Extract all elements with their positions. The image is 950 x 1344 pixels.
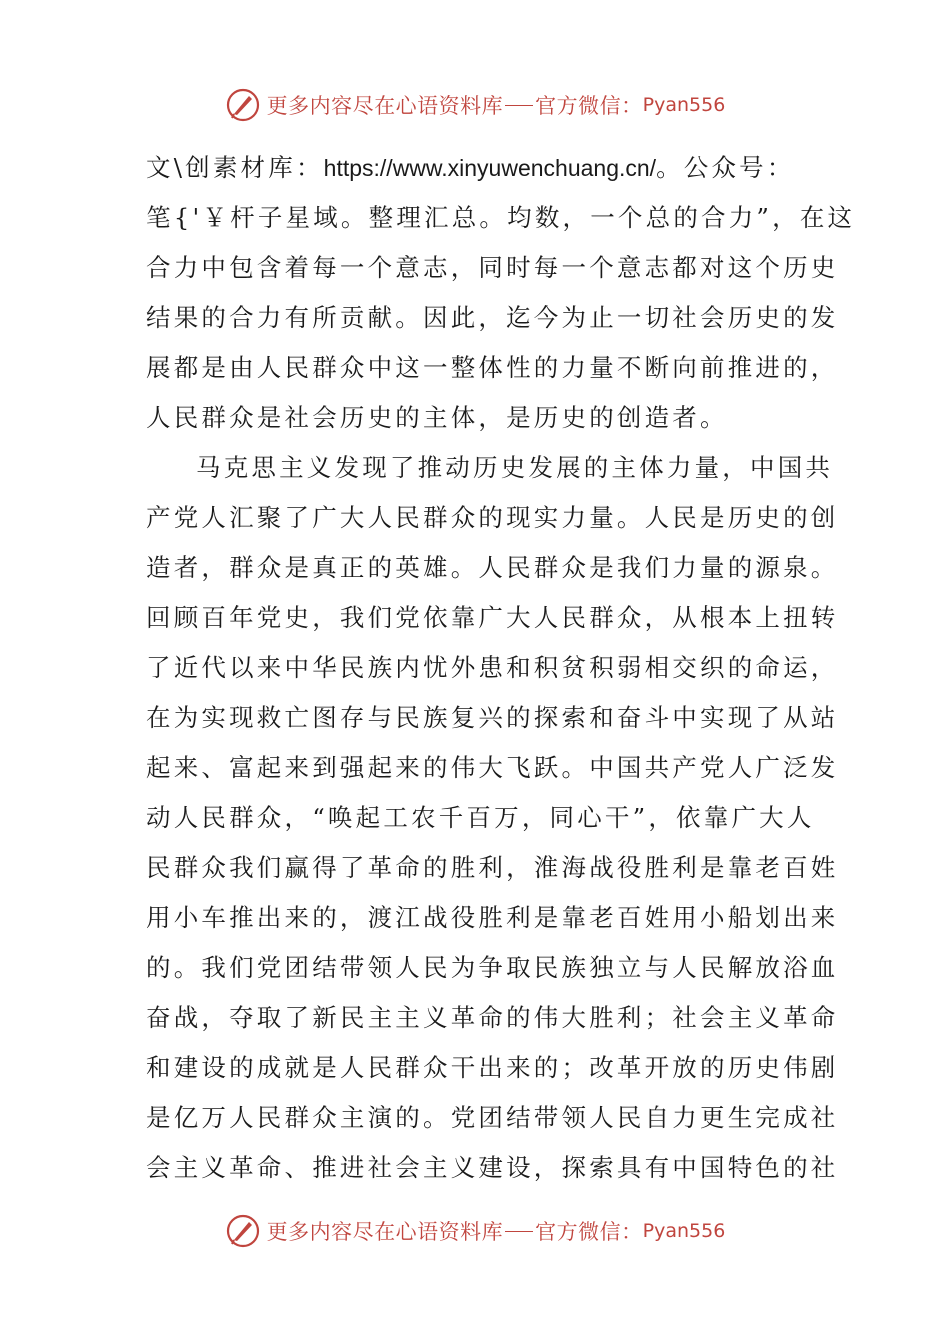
text-line: 的。我们党团结带领人民为争取民族独立与人民解放浴血	[146, 953, 839, 982]
document-body	[146, 143, 856, 1193]
text-line: 民群众我们赢得了革命的胜利，淮海战役胜利是靠老百姓	[146, 853, 839, 882]
text-line: 产党人汇聚了广大人民群众的现实力量。人民是历史的创	[146, 503, 839, 532]
text-line: 回顾百年党史，我们党依靠广大人民群众，从根本上扭转	[146, 603, 839, 632]
banner-wechat-id: Pyan556	[642, 94, 726, 116]
text-line: 会主义革命、推进社会主义建设，探索具有中国特色的社	[146, 1153, 839, 1182]
text-line: 起来、富起来到强起来的伟大飞跃。中国共产党人广泛发	[146, 753, 839, 782]
banner-wechat-label: 官方微信：	[535, 94, 643, 118]
text-line: 展都是由人民群众中这一整体性的力量不断向前推进的，	[146, 353, 839, 382]
text-line	[146, 143, 806, 193]
text-line: 合力中包含着每一个意志，同时每一个意志都对这个历史	[146, 253, 839, 282]
text-line: 奋战，夺取了新民主主义革命的伟大胜利；社会主义革命	[146, 1003, 839, 1032]
banner-separator	[505, 1231, 533, 1232]
text-line: 了近代以来中华民族内忧外患和积贫积弱相交织的命运，	[146, 653, 839, 682]
text-line: 和建设的成就是人民群众干出来的；改革开放的历史伟剧	[146, 1053, 839, 1082]
banner-text: 更多内容尽在心语资料库	[266, 94, 504, 118]
footer-watermark-banner	[0, 1206, 950, 1256]
text-line: 结果的合力有所贡献。因此，迄今为止一切社会历史的发	[146, 303, 839, 332]
text-line: 造者，群众是真正的英雄。人民群众是我们力量的源泉。	[146, 553, 839, 582]
text-line: 用小车推出来的，渡江战役胜利是靠老百姓用小船划出来	[146, 903, 839, 932]
text-line: 在为实现救亡图存与民族复兴的探索和奋斗中实现了从站	[146, 703, 839, 732]
text-line: 动人民群众，“唤起工农千百万，同心干”，依靠广大人	[146, 803, 815, 832]
header-watermark-banner	[0, 80, 950, 130]
text-line: 人民群众是社会历史的主体，是历史的创造者。	[146, 403, 728, 432]
website-url: https://www.xinyuwenchuang.cn/	[323, 155, 657, 181]
banner-wechat-label: 官方微信：	[535, 1220, 643, 1244]
banner-wechat-id: Pyan556	[642, 1220, 726, 1242]
quill-logo-icon	[225, 87, 261, 123]
text-segment: 。公众号：	[656, 153, 795, 182]
banner-text: 更多内容尽在心语资料库	[266, 1220, 504, 1244]
banner-separator	[505, 105, 533, 106]
text-segment: 文\创素材库：	[146, 153, 324, 182]
text-line: 是亿万人民群众主演的。党团结带领人民自力更生完成社	[146, 1103, 839, 1132]
paragraph-first-line: 马克思主义发现了推动历史发展的主体力量，中国共	[196, 453, 834, 482]
quill-logo-icon	[225, 1213, 261, 1249]
text-line: 笔{'￥杆子星域。整理汇总。均数，一个总的合力”，在这	[146, 203, 856, 232]
